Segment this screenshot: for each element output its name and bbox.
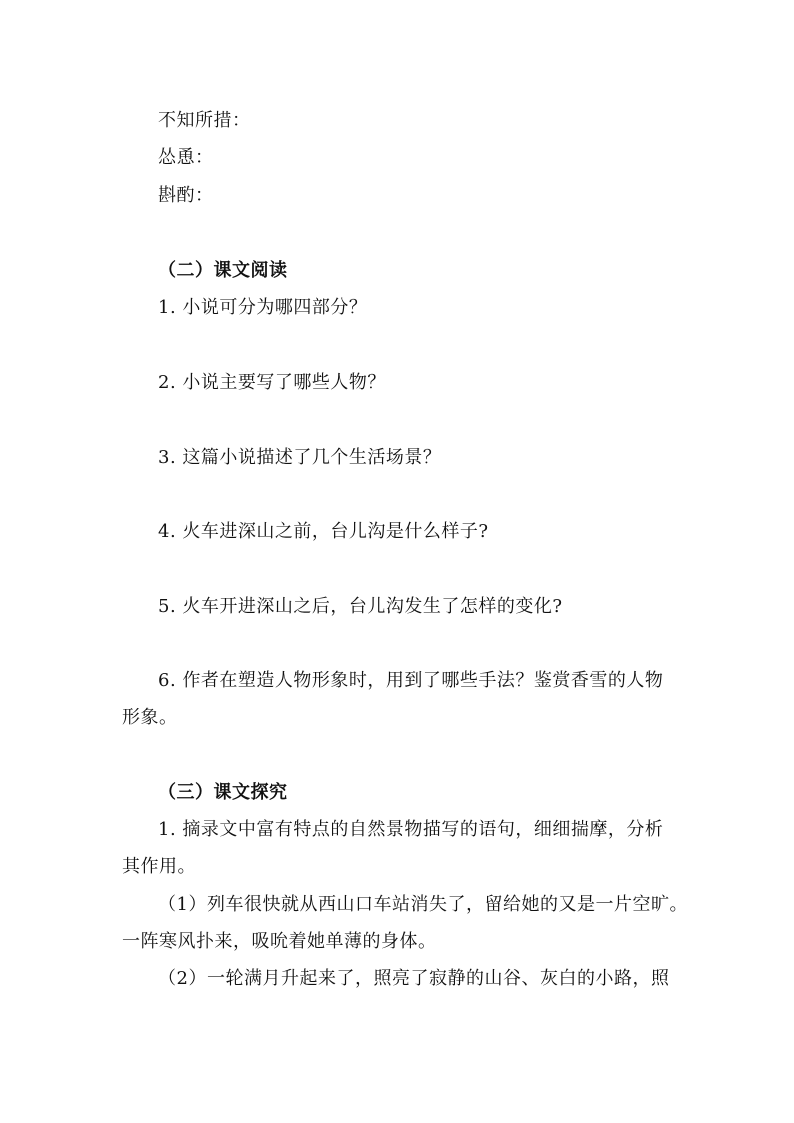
vocab-item-zhen-zhuo: 斟酌： <box>158 185 214 206</box>
example-1-line-1: （1）列车很快就从西山口车站消失了，留给她的又是一片空旷。 <box>158 894 688 915</box>
section-heading-exploration: （三）课文探究 <box>158 782 288 803</box>
question-5: 5. 火车开进深山之后，台儿沟发生了怎样的变化? <box>158 596 563 617</box>
section-heading-reading: （二）课文阅读 <box>158 260 288 281</box>
question-3: 3. 这篇小说描述了几个生活场景？ <box>158 447 442 468</box>
question-6-line-1: 6. 作者在塑造人物形象时，用到了哪些手法？鉴赏香雪的人物 <box>158 670 664 691</box>
example-1-line-2: 一阵寒风扑来，吸吮着她单薄的身体。 <box>122 931 437 952</box>
vocab-item-bu-zhi-suo-cuo: 不知所措： <box>158 110 251 131</box>
question-1: 1. 小说可分为哪四部分？ <box>158 297 368 318</box>
exploration-question-1-line-1: 1. 摘录文中富有特点的自然景物描写的语句，细细揣摩，分析 <box>158 819 664 840</box>
question-6-line-2: 形象。 <box>122 707 178 728</box>
vocab-item-song-yong: 怂恿： <box>158 147 214 168</box>
question-2: 2. 小说主要写了哪些人物？ <box>158 372 386 393</box>
example-2-line-1: （2）一轮满月升起来了，照亮了寂静的山谷、灰白的小路，照 <box>158 968 670 989</box>
question-4: 4. 火车进深山之前，台儿沟是什么样子? <box>158 521 489 542</box>
exploration-question-1-line-2: 其作用。 <box>122 856 196 877</box>
